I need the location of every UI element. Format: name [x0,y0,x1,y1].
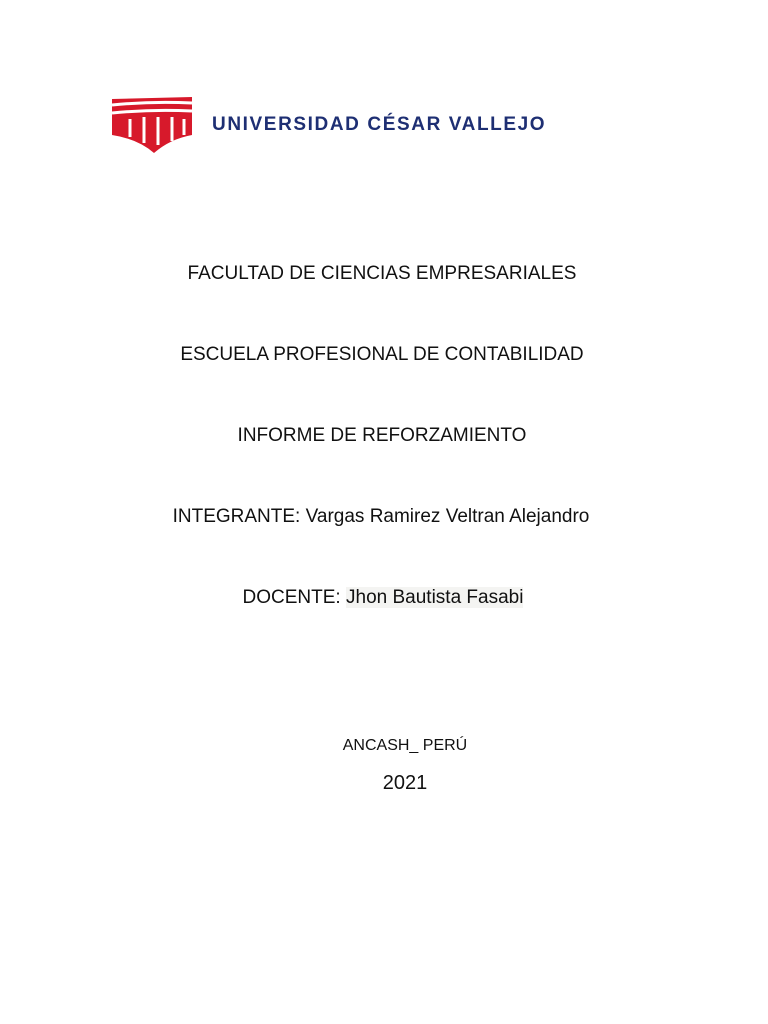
member-name: Vargas Ramirez Veltran Alejandro [305,506,590,527]
teacher-label: DOCENTE: [242,587,341,608]
logo-wordmark: UNIVERSIDAD CÉSAR VALLEJO [212,114,547,135]
location-text: ANCASH_ PERÚ [342,737,468,754]
member-label: INTEGRANTE: [172,506,301,527]
year-text: 2021 [382,772,428,794]
teacher-line [0,585,767,611]
school-title: ESCUELA PROFESIONAL DE CONTABILIDAD [180,344,584,365]
university-logo [110,95,590,155]
teacher-name: Jhon Bautista Fasabi [346,587,524,608]
report-title: INFORME DE REFORZAMIENTO [237,425,527,446]
faculty-title: FACULTAD DE CIENCIAS EMPRESARIALES [187,263,577,284]
ucv-emblem-icon [110,95,196,155]
member-line [0,504,765,530]
